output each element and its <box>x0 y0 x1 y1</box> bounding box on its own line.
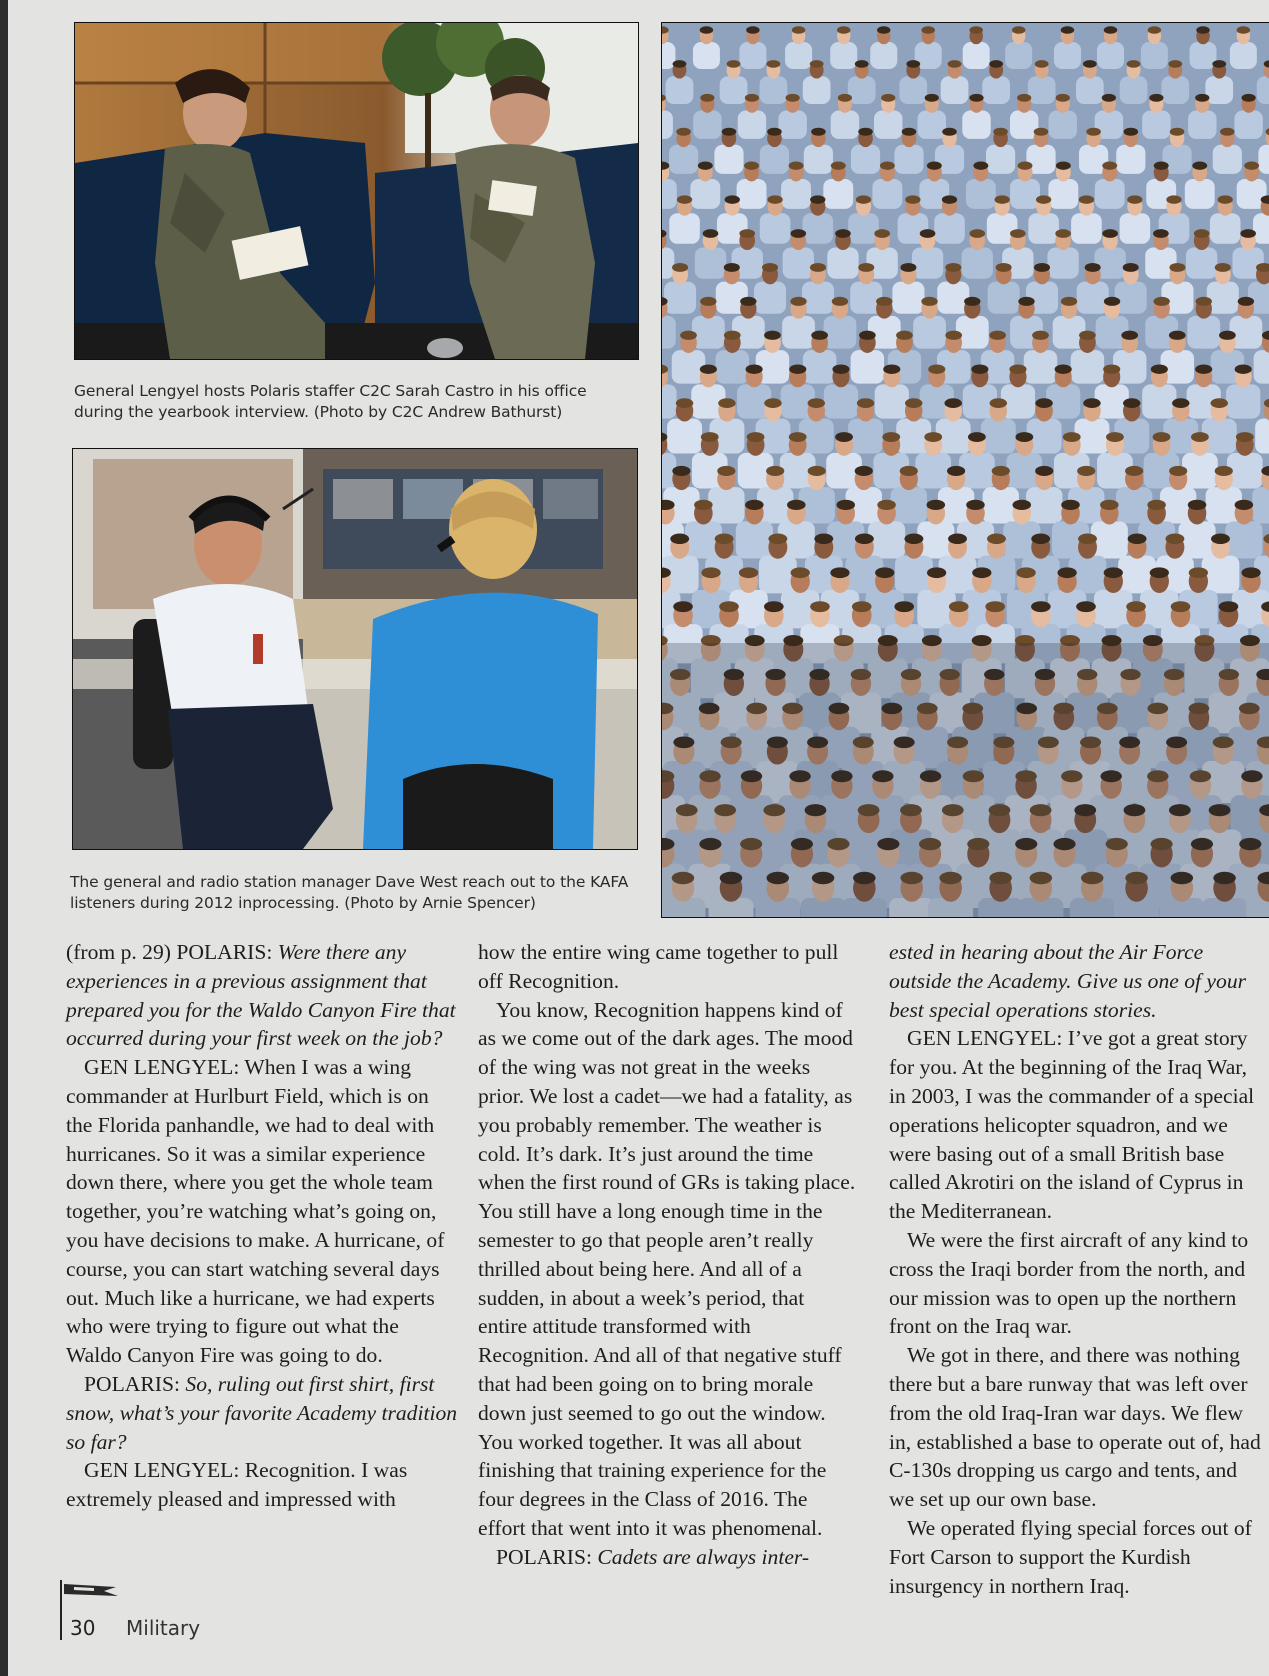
photo-interview-image <box>75 23 638 359</box>
binding-shadow <box>0 0 8 1676</box>
caption-radio: The general and radio station manager Dave West reach out to the KAFA listeners during 2012 inprocessing. (Photo by Arnie Spencer) <box>70 873 629 912</box>
page-number: 30 <box>70 1616 96 1640</box>
section-name: Military <box>126 1616 201 1640</box>
paragraph: We operated flying special forces out of Fort Carson to support the Kurdish insurgency in northern Iraq. <box>889 1515 1252 1598</box>
question-text: Cadets are always inter- <box>597 1544 810 1569</box>
paragraph <box>66 938 458 1053</box>
paragraph: We got in there, and there was nothing there but a bare runway that was left over from the old Iraq-Iran war days. We flew in, established a base to operate out of, had C-130s dropping us cargo and tents, and we set up our own base. <box>889 1343 1261 1512</box>
photo-radio <box>72 448 638 850</box>
paragraph <box>66 1370 458 1456</box>
photo-cadet-crowd-image <box>662 23 1269 917</box>
paragraph: how the entire wing came together to pull off Recognition. <box>478 940 839 993</box>
paragraph: You know, Recognition happens kind of as we come out of the dark ages. The mood of the wing was not great in the weeks prior. We lost a cadet—we had a fatality, as you probably remember. The weather is cold. It’s dark. It’s just around the time when the first round of GRs is taking place. You still have a long enough time in the semester to go that people aren’t really thrilled about being here. And all of a sudden, in about a week’s period, that entire attitude transformed with Recognition. And all of that negative stuff that had been going on to bring morale down just seemed to go out the window. You worked together. It was all about finishing that training experience for the four degrees in the Class of 2016. The effort that went into it was phenomenal. <box>478 997 856 1540</box>
article-column-3 <box>889 938 1263 1600</box>
page-folio <box>60 1580 220 1640</box>
article-column-2 <box>478 938 858 1572</box>
paragraph: GEN LENGYEL: I’ve got a great story for you. At the beginning of the Iraq War, in 2003, I was the commander of a special operations helicopter squadron, and we were basing out of a small British base called Akrotiri on the island of Cyprus in the Mediterranean. <box>889 1026 1255 1224</box>
pennant-flag-icon <box>64 1582 120 1602</box>
paragraph: GEN LENGYEL: Recognition. I was extremely pleased and impressed with <box>66 1458 408 1512</box>
folio-rule <box>60 1580 62 1640</box>
speaker-label: POLARIS: <box>84 1371 186 1396</box>
speaker-label: POLARIS: <box>496 1544 598 1569</box>
photo-cadet-crowd <box>661 22 1269 918</box>
photo-interview <box>74 22 639 360</box>
question-text: ested in hearing about the Air Force outside the Academy. Give us one of your best special operations stories. <box>889 940 1247 1022</box>
caption-interview: General Lengyel hosts Polaris staffer C2C Sarah Castro in his office during the yearbook interview. (Photo by C2C Andrew Bathurst) <box>74 382 587 421</box>
question-text: So, ruling out first shirt, first snow, what’s your favorite Academy tradition so far? <box>66 1371 458 1454</box>
paragraph: GEN LENGYEL: When I was a wing commander at Hurlburt Field, which is on the Florida panhandle, we had to deal with hurricanes. So it was a similar experience down there, where you get the whole team together, you’re watching what’s going on, you have decisions to make. A hurricane, of course, you can start watching several days out. Much like a hurricane, we had experts who were trying to figure out what the Waldo Canyon Fire was going to do. <box>66 1055 445 1368</box>
speaker-label: (from p. 29) POLARIS: <box>66 940 278 964</box>
photo-radio-image <box>73 449 637 849</box>
paragraph <box>478 1543 858 1572</box>
paragraph: We were the first aircraft of any kind to cross the Iraqi border from the north, and our mission was to open up the northern front on the Iraq war. <box>889 1227 1249 1339</box>
article-column-1 <box>66 938 458 1514</box>
question-text: Were there any experiences in a previous assignment that prepared you for the Waldo Canyon Fire that occurred during your first week on the job? <box>66 940 456 1051</box>
